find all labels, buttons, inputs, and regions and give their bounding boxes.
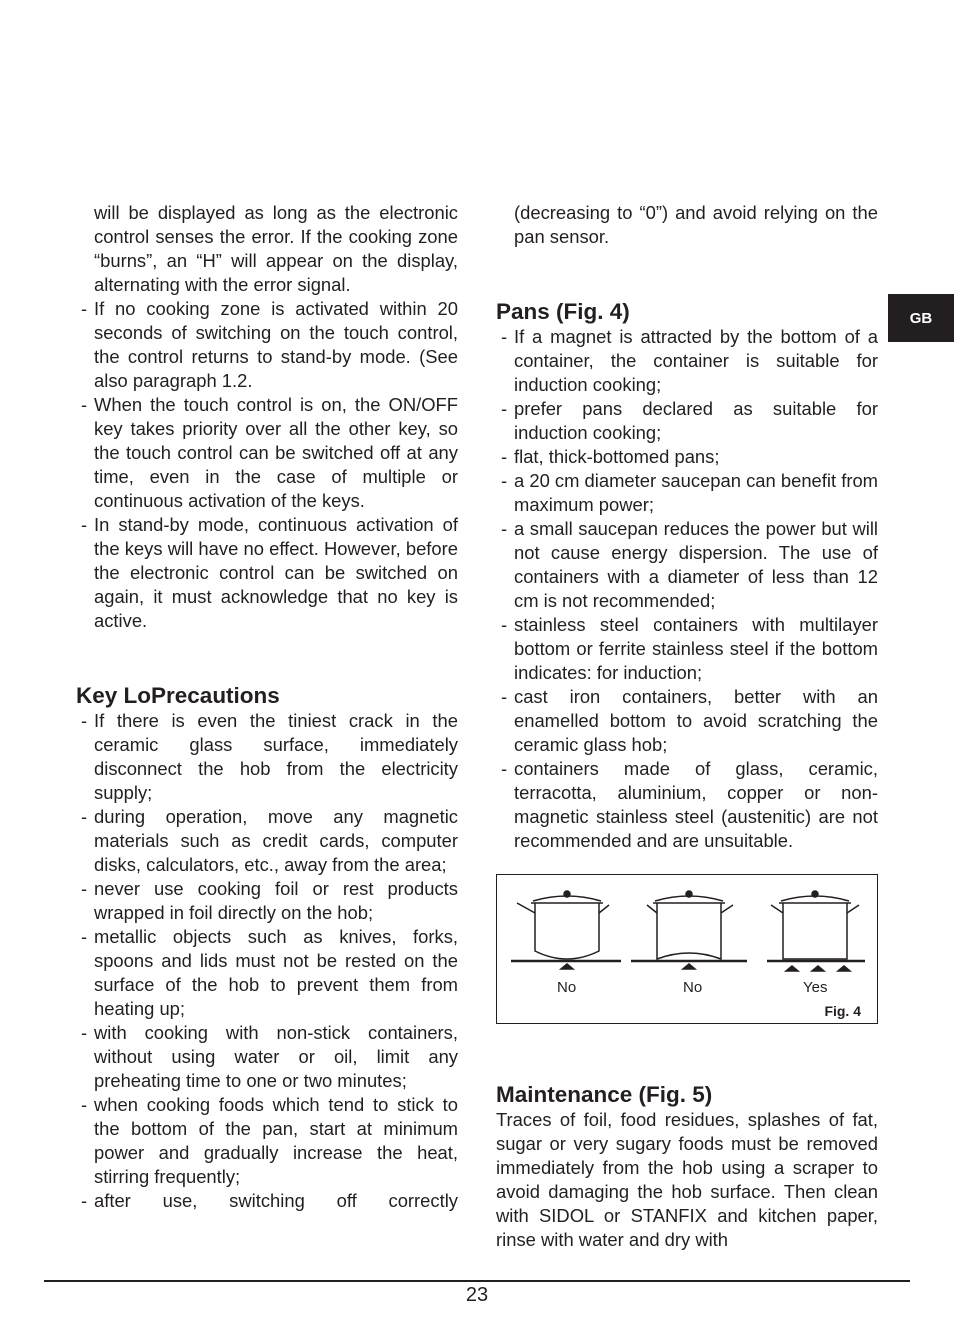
page-number: 23 xyxy=(465,1284,489,1306)
pan-yes-illustration xyxy=(767,891,865,971)
footer-rule xyxy=(44,1280,910,1282)
maintenance-heading: Maintenance (Fig. 5) xyxy=(496,1082,713,1107)
language-tab: GB xyxy=(888,294,954,342)
maintenance-section xyxy=(496,1082,878,1252)
pans-illustration xyxy=(497,875,879,1025)
list-item: - If there is even the tiniest crack in the ceramic glass surface, immediately disconnect the hob from the electricity supply; xyxy=(81,710,458,803)
figure-label-no: No xyxy=(683,979,703,996)
list-item: - never use cooking foil or rest products wrapped in foil directly on the hob; xyxy=(81,878,458,923)
list-item: - stainless steel containers with multilayer bottom or ferrite stainless steel if the bottom indicates: for induction; xyxy=(501,614,878,683)
left-column xyxy=(76,201,458,1213)
list-item: - when cooking foods which tend to stick to the bottom of the pan, start at minimum power and gradually increase the heat, stirring frequently; xyxy=(81,1094,458,1187)
list-item: - prefer pans declared as suitable for induction cooking; xyxy=(501,398,878,443)
continuation-paragraph: (decreasing to “0”) and avoid relying on the pan sensor. xyxy=(514,202,878,247)
list-item: - a 20 cm diameter saucepan can benefit from maximum power; xyxy=(501,470,878,515)
pan-figure xyxy=(496,874,878,1024)
pan-no-2-illustration xyxy=(631,891,747,969)
list-item: - In stand-by mode, continuous activation of the keys will have no effect. However, before the electronic control can be switched on again, it must acknowledge that no key is active. xyxy=(81,514,458,631)
list-item: - containers made of glass, ceramic, terracotta, aluminium, copper or non-magnetic stainless steel (austenitic) are not recommended and are unsuitable. xyxy=(501,758,878,851)
list-item: - during operation, move any magnetic materials such as credit cards, computer disks, calculators, etc., away from the area; xyxy=(81,806,458,875)
list-item: - cast iron containers, better with an enamelled bottom to avoid scratching the ceramic glass hob; xyxy=(501,686,878,755)
list-item: - a small saucepan reduces the power but will not cause energy dispersion. The use of containers with a diameter of less than 12 cm is not recommended; xyxy=(501,518,878,611)
pans-heading: Pans (Fig. 4) xyxy=(496,299,630,324)
list-item: - metallic objects such as knives, forks, spoons and lids must not be rested on the surface of the hob to prevent them from heating up; xyxy=(81,926,458,1019)
right-column xyxy=(496,201,878,853)
list-item: - with cooking with non-stick containers, without using water or oil, limit any preheating time to one or two minutes; xyxy=(81,1022,458,1091)
precautions-heading: Key LoPrecautions xyxy=(76,683,280,708)
intro-paragraph: will be displayed as long as the electronic control senses the error. If the cooking zone “burns”, an “H” will appear on the display, alternating with the error signal. xyxy=(94,202,458,295)
list-item: - flat, thick-bottomed pans; xyxy=(501,446,720,467)
figure-label-yes: Yes xyxy=(803,979,828,996)
list-item: - after use, switching off correctly xyxy=(81,1190,458,1211)
pan-no-1-illustration xyxy=(511,891,621,969)
list-item: - When the touch control is on, the ON/OFF key takes priority over all the other key, so the touch control can be switched off at any time, even in the case of multiple or continuous activation of the keys. xyxy=(81,394,458,511)
maintenance-paragraph: Traces of foil, food residues, splashes of fat, sugar or very sugary foods must be removed immediately from the hob using a scraper to avoid damaging the hob surface. Then clean with SIDOL or STANFIX and kitchen paper, rinse with water and dry with xyxy=(496,1109,878,1250)
list-item: - If a magnet is attracted by the bottom of a container, the container is suitable for induction cooking; xyxy=(501,326,878,395)
figure-label-no: No xyxy=(557,979,577,996)
list-item: - If no cooking zone is activated within 20 seconds of switching on the touch control, the control returns to stand-by mode. (See also paragraph 1.2. xyxy=(81,298,458,391)
figure-caption: Fig. 4 xyxy=(824,1003,861,1019)
